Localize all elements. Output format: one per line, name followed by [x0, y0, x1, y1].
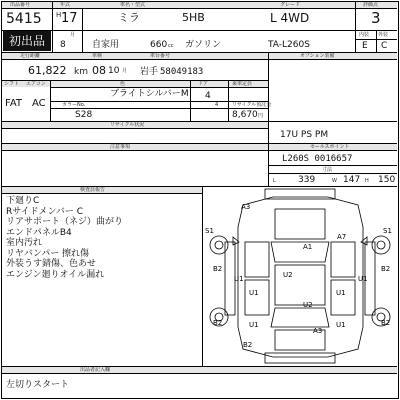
- cc-unit: cc: [168, 43, 174, 49]
- interior-grade: E: [362, 41, 368, 51]
- model-code: TA-L260S: [268, 40, 310, 50]
- body-type: 5HB: [182, 11, 205, 24]
- features-label: セールスポイント: [310, 144, 350, 150]
- left-front-door: [245, 242, 269, 277]
- era-mark: H: [56, 11, 62, 19]
- shift-label: シフト: [4, 81, 20, 87]
- month-label: 月: [70, 32, 76, 38]
- km-unit: km: [74, 67, 88, 77]
- interior-label: 内装: [359, 32, 370, 38]
- right-rear-door: [331, 280, 355, 315]
- recycle-value: 8,670: [232, 110, 258, 120]
- damage-mark: B2: [243, 341, 253, 349]
- displacement-value: 660: [150, 40, 168, 50]
- grade-label: グレード: [280, 2, 301, 8]
- note-line: エンジン廻りオイル漏れ: [6, 269, 105, 280]
- damage-mark: U1: [249, 321, 259, 329]
- grade-value: L 4WD: [270, 11, 310, 25]
- rear-window: [271, 308, 329, 327]
- damage-mark: U1: [336, 289, 346, 297]
- capacity-label: 乗車定員: [232, 81, 253, 87]
- seller-notes-text: 左切りスタート: [6, 380, 70, 390]
- mileage-value: 61,822: [28, 64, 67, 77]
- right-front-door: [331, 242, 355, 277]
- exterior-label: 外装: [378, 32, 389, 38]
- notes-label: 注意事項: [110, 144, 131, 150]
- inspection-label: 車検: [92, 53, 103, 59]
- damage-mark: B2: [381, 265, 391, 273]
- note-line: リアサポート（ネジ）曲がり: [6, 217, 124, 227]
- inspection-notes-label: 検査員報告: [80, 187, 106, 193]
- front-bumper: [265, 189, 335, 199]
- month-value: 8: [60, 40, 66, 50]
- damage-mark: A7: [337, 233, 347, 241]
- aircon-value: AC: [32, 98, 46, 109]
- inspection-notes-list: [6, 196, 200, 280]
- color-code-label: カラーNo.: [62, 102, 86, 108]
- damage-mark: B2: [213, 265, 223, 273]
- kw-value: 17U PS PM: [280, 130, 329, 140]
- size-l: 339: [298, 175, 316, 185]
- damage-mark: U1: [336, 321, 346, 329]
- color-label: 色: [120, 81, 126, 87]
- inspection-month: 10: [108, 66, 120, 76]
- name-label: 車名・型式: [120, 2, 146, 8]
- inspection-year: 08: [92, 64, 106, 77]
- damage-mark: U1: [234, 275, 244, 283]
- damage-mark: A3: [241, 203, 251, 211]
- note-line: 下廻りC: [6, 196, 40, 206]
- damage-mark: S1: [383, 227, 392, 235]
- recycle-unit: 円: [258, 113, 264, 119]
- rear-bumper: [265, 353, 335, 363]
- damage-mark: S1: [205, 227, 214, 235]
- hood: [275, 209, 325, 239]
- model-detail: L260S 0016657: [282, 154, 353, 164]
- capacity-value: 4: [215, 102, 219, 108]
- shift-value: FAT: [5, 98, 23, 109]
- damage-mark: B2: [213, 319, 223, 327]
- right-mirror: [361, 237, 367, 245]
- model-year: 17: [61, 11, 78, 26]
- car-name: ミラ: [118, 11, 140, 24]
- first-listing-badge: [3, 31, 51, 51]
- note-line: リヤバンパー 擦れ傷: [6, 248, 90, 259]
- damage-mark: U1: [249, 289, 259, 297]
- damage-mark: B2: [381, 319, 391, 327]
- size-label: 寸法: [322, 167, 333, 173]
- option-label: オプション装備: [300, 53, 335, 59]
- vin-value: 58049183: [160, 67, 204, 77]
- vin-prefix: 岩手: [140, 67, 159, 77]
- note-line: 外装うす錆傷、色あせ: [6, 259, 97, 269]
- usage-value: 自家用: [92, 40, 120, 50]
- car-damage-diagram: [203, 187, 397, 365]
- note-line: Rサイドメンバー C: [6, 206, 84, 217]
- size-l-label: L: [273, 178, 276, 184]
- vin-label: 車台番号: [150, 53, 171, 59]
- lot-number: 5415: [6, 11, 42, 27]
- color-value: ブライトシルバーM: [110, 89, 189, 99]
- damage-mark: U2: [283, 271, 293, 279]
- damage-mark: A1: [303, 243, 313, 251]
- recycle-status-label: リサイクル状況: [110, 122, 145, 128]
- damage-mark: U1: [358, 275, 368, 283]
- lot-label: 出品番号: [10, 2, 31, 8]
- color-code-value: S28: [75, 110, 93, 120]
- note-line: エンドパネルB4: [6, 227, 72, 238]
- left-rear-door: [245, 280, 269, 315]
- doors-value: 4: [205, 91, 211, 101]
- score-label: 評価点: [363, 2, 379, 8]
- windshield: [271, 242, 329, 262]
- seller-notes-label: 出品者記入欄: [80, 367, 111, 373]
- recycle-label: リサイクル預託金: [232, 102, 272, 108]
- first-listing-text: 初出品: [8, 34, 45, 48]
- size-h: 150: [378, 175, 396, 185]
- score-value: 3: [371, 9, 381, 27]
- aircon-label: エアコン: [26, 81, 46, 87]
- inspection-month-unit: 月: [122, 68, 128, 74]
- door-label: ドア: [198, 81, 208, 87]
- exterior-grade: C: [381, 41, 388, 51]
- mileage-label: 走行距離: [20, 53, 41, 59]
- damage-mark: A3: [313, 327, 323, 335]
- size-w: 147: [343, 175, 361, 185]
- fuel-value: ガソリン: [185, 40, 222, 50]
- size-w-label: W: [332, 178, 337, 184]
- size-h-label: H: [365, 178, 369, 184]
- damage-mark: U2: [303, 301, 313, 309]
- year-label: 年式: [60, 2, 71, 8]
- note-line: 室内汚れ: [6, 238, 43, 248]
